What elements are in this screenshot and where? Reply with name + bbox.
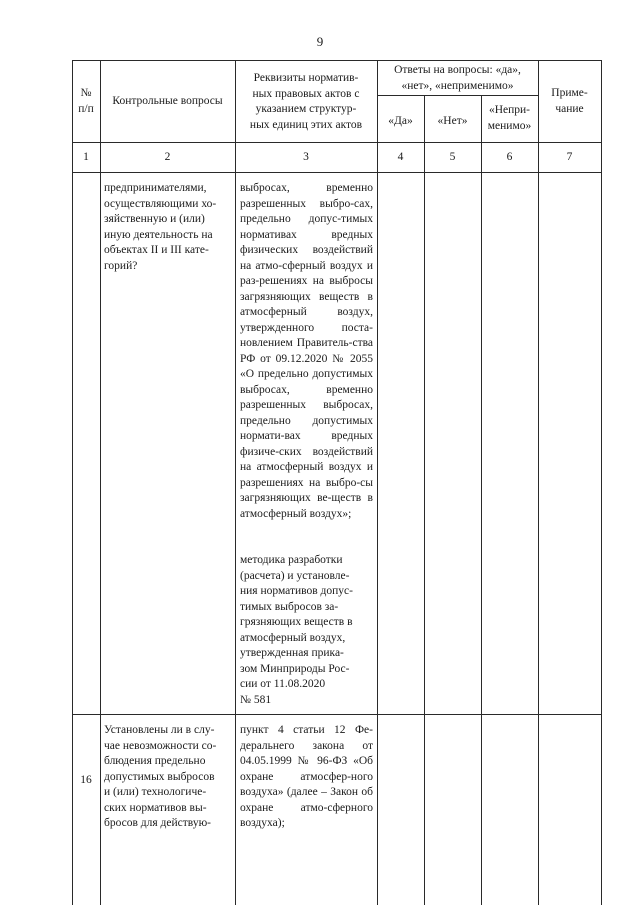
- header-answers: Ответы на вопросы: «да», «нет», «неприменимо»: [394, 64, 521, 92]
- col-num-1: 1: [83, 151, 89, 163]
- page-number: 9: [316, 34, 324, 49]
- rule-col-2: [235, 60, 236, 905]
- col-num-3: 3: [303, 151, 309, 163]
- rule-right: [601, 60, 602, 905]
- row-1-question: предпринимателями, осуществляющими хо- зяйственную и (или) иную деятельность на объектах II и III кате- горий?: [104, 182, 217, 272]
- header-num: № п/п: [78, 87, 94, 115]
- rule-header-bottom: [72, 142, 601, 143]
- header-no: «Нет»: [437, 115, 468, 127]
- rule-col-6: [538, 60, 539, 905]
- row-1-requisites-methodology: методика разработки (расчета) и установле- ния нормативов допус- тимых выбросов за- грязняющих веществ в атмосферный воздух, утвержденная прика- зом Минприроды Рос- сии от 11.08.2020 № 581: [240, 554, 353, 706]
- row-16-num: 16: [80, 774, 92, 786]
- col-num-2: 2: [164, 151, 171, 163]
- rule-numbers-bottom: [72, 172, 601, 173]
- header-yes: «Да»: [388, 115, 413, 127]
- col-num-4: 4: [397, 151, 404, 163]
- col-num-6: 6: [506, 151, 513, 163]
- row-1-requisites: выбросах, временно разрешенных выбро-сах, предельно допус-тимых нормативах вредных физических воздействий на атмо-сферный воздух и раз-решениях на выбросы загрязняющих веществ в атмосферный воздух, утвержденного поста-новлением Правитель-ства РФ от 09.12.2020 № 2055 «О предельно допустимых выбросах, временно разрешенных выбросах, предельно допустимых нормати-вах вредных физиче-ских воздействий на атмосферный воздух и разрешениях на выбро-сы загрязняющих ве-ществ в атмосферный воздух»;: [240, 182, 373, 520]
- header-not-applicable: «Непри- менимо»: [487, 104, 532, 132]
- rule-col-5: [481, 95, 482, 905]
- header-note: Приме- чание: [551, 87, 588, 115]
- rule-answers-sub: [377, 95, 538, 96]
- header-requisites: Реквизиты норматив- ных правовых актов с указанием структур- ных единиц этих актов: [249, 72, 363, 131]
- rule-top: [72, 60, 601, 61]
- header-questions: Контрольные вопросы: [112, 95, 223, 107]
- rule-row-separator: [72, 714, 601, 715]
- rule-col-4: [424, 95, 425, 905]
- rule-col-3: [377, 60, 378, 905]
- col-num-7: 7: [566, 151, 573, 163]
- row-16-requisites: пункт 4 статьи 12 Фе-деральнего закона от 04.05.1999 № 96-ФЗ «Об охране атмосфер-ного воздуха» (далее – Закон об охране атмо-сферного воздуха);: [240, 724, 373, 829]
- row-16-question: Установлены ли в слу- чае невозможности со- блюдения предельно допустимых выбросов и (или) технологиче- ских нормативов вы- бросов для действую-: [104, 724, 217, 829]
- col-num-5: 5: [449, 151, 456, 163]
- rule-col-1: [100, 60, 101, 905]
